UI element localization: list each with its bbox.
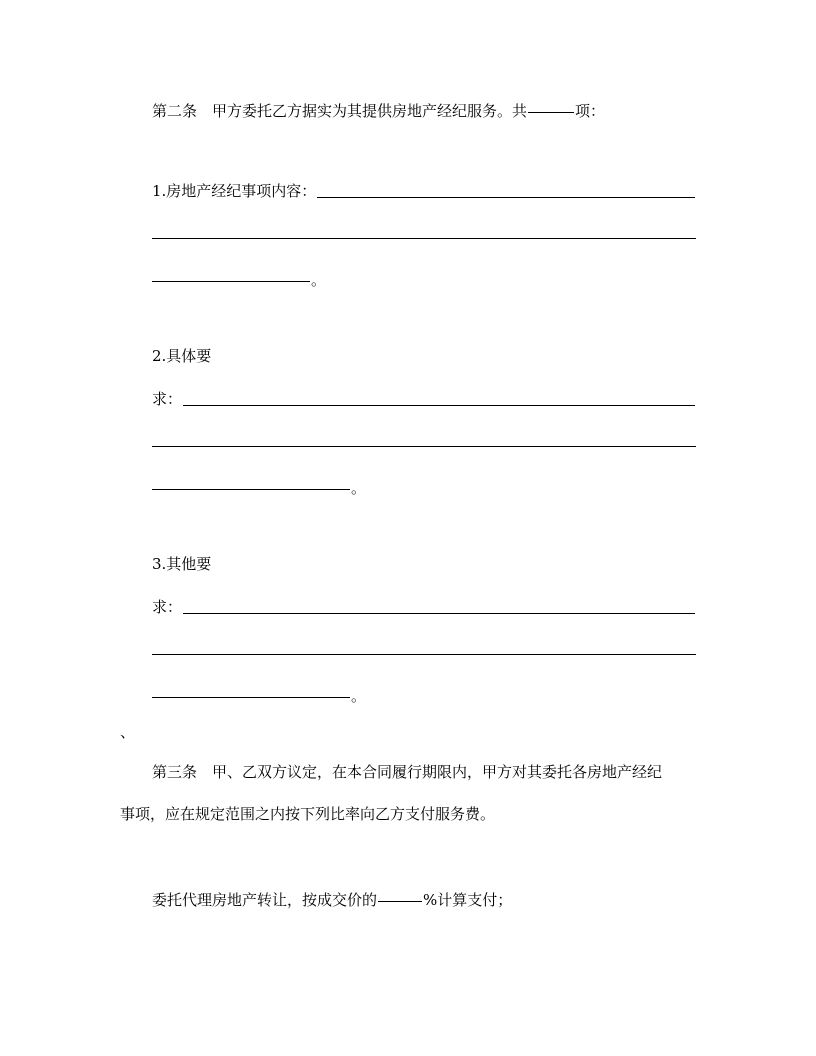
article-3-text-1: 甲、乙双方议定，在本合同履行期限内，甲方对其委托各房地产经纪 — [212, 763, 663, 781]
item-1-label: 1.房地产经纪事项内容： — [152, 182, 317, 200]
item-2-end-mark: 。 — [351, 479, 367, 497]
article-2-text: 甲方委托乙方据实为其提供房地产经纪服务。共 — [212, 102, 528, 120]
item-3-end-line — [152, 682, 367, 705]
item-3-content-blank-3[interactable] — [152, 682, 350, 698]
item-1-content-blank-3[interactable] — [152, 266, 310, 282]
stray-mark: 、 — [120, 723, 136, 741]
item-1-content-rule-2[interactable] — [152, 238, 696, 239]
item-2-content-blank[interactable] — [183, 390, 695, 406]
item-1-line — [152, 181, 696, 201]
fee-clause-line — [152, 886, 513, 909]
article-2-suffix: 项： — [575, 102, 606, 120]
item-2-title: 2.具体要 — [152, 347, 212, 365]
item-1-end-mark: 。 — [311, 271, 327, 289]
item-1-content-blank[interactable] — [317, 182, 695, 198]
fee-clause-prefix: 委托代理房地产转让，按成交价的 — [152, 891, 378, 909]
item-3-title: 3.其他要 — [152, 555, 212, 573]
article-2-line — [152, 97, 606, 120]
item-2-line — [152, 389, 696, 409]
item-3-content-blank[interactable] — [183, 598, 695, 614]
item-2-content-rule-2[interactable] — [152, 446, 696, 447]
article-2-label: 第二条 — [152, 102, 198, 120]
item-2-end-line — [152, 474, 367, 497]
article-3-line-2: 事项，应在规定范围之内按下列比率向乙方支付服务费。 — [120, 805, 496, 823]
item-2-content-blank-3[interactable] — [152, 474, 350, 490]
fee-percent-blank[interactable] — [378, 886, 422, 902]
fee-clause-suffix: %计算支付； — [423, 891, 513, 909]
item-3-label: 求： — [152, 598, 183, 616]
article-3-label: 第三条 — [152, 763, 198, 781]
item-1-end-line — [152, 266, 327, 289]
item-count-blank[interactable] — [528, 97, 574, 113]
item-3-content-rule-2[interactable] — [152, 654, 696, 655]
article-3-line-1 — [152, 762, 662, 782]
item-3-line — [152, 597, 696, 617]
item-2-label: 求： — [152, 390, 183, 408]
item-3-end-mark: 。 — [351, 687, 367, 705]
